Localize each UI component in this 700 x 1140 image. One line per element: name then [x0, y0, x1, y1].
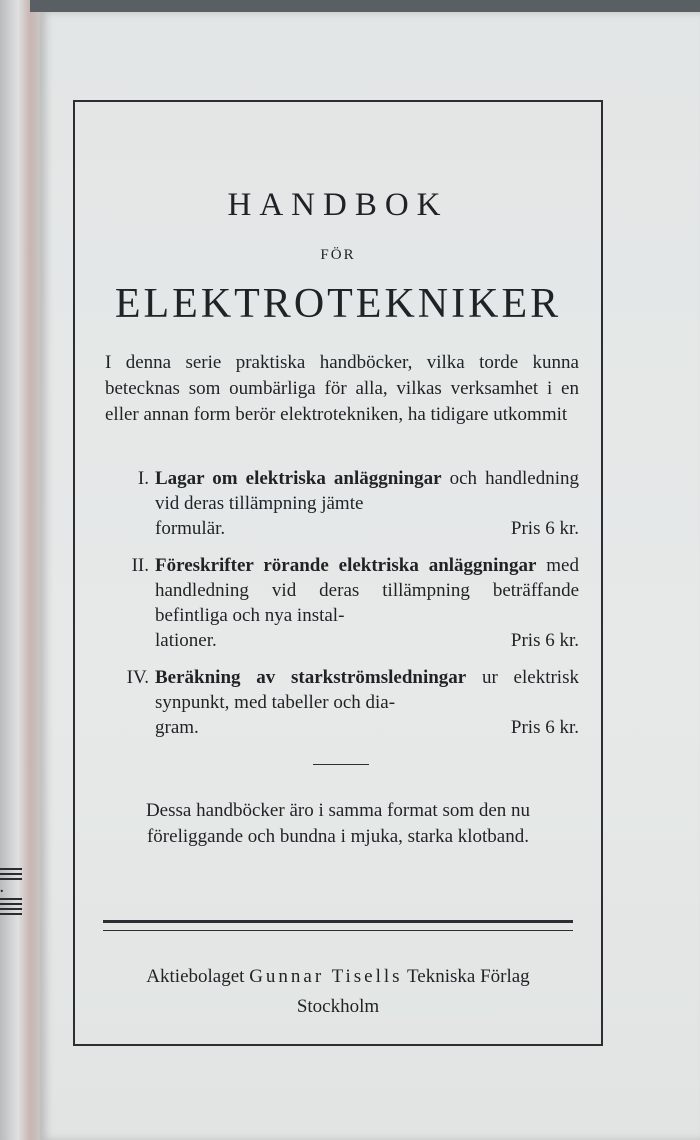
publisher-city: Stockholm: [296, 996, 380, 1017]
book-spine: [0, 0, 40, 1140]
title-for: FÖR: [320, 247, 356, 263]
item-number: II.: [131, 555, 149, 576]
publisher-name-part2: Gunnar Tisells: [249, 966, 403, 987]
item-price: Pris 6 kr.: [510, 518, 579, 539]
item-price: Pris 6 kr.: [510, 717, 579, 738]
book-top-edge: [30, 0, 700, 12]
page-frame: [73, 100, 603, 1046]
item-description: med handledning vid deras tillämpning beträffande befintliga och nya instal-: [155, 555, 579, 626]
publisher-imprint: [75, 962, 601, 1022]
item-description-end: lationer.: [155, 630, 217, 651]
item-description: och handledning vid deras tillämpning jämte: [155, 468, 579, 514]
item-description-end: formulär.: [155, 518, 226, 539]
thin-divider: [103, 930, 573, 931]
publisher-name-part1: Aktiebolaget: [146, 966, 245, 987]
publication-list: [105, 466, 579, 752]
item-title: Beräkning av starkströmsledningar: [155, 667, 467, 688]
title-elektrotekniker: ELEKTROTEKNIKER: [114, 281, 562, 327]
item-title: Lagar om elektriska anläggningar: [155, 468, 442, 489]
item-title: Föreskrifter rörande elektriska anläggningar: [155, 555, 537, 576]
list-item: [105, 466, 579, 541]
publisher-name-part3: Tekniska Förlag: [407, 966, 530, 987]
intro-paragraph: I denna serie praktiska handböcker, vilka torde kunna betecknas som oumbärliga för alla, vilkas verksamhet i en eller annan form berör elektrotekniken, ha tidigare utkommit: [105, 352, 579, 425]
item-price: Pris 6 kr.: [510, 630, 579, 651]
list-item: [105, 553, 579, 653]
list-item: [105, 665, 579, 740]
spine-marking: .: [0, 868, 22, 918]
title-handbok: HANDBOK: [227, 187, 449, 223]
item-number: I.: [137, 468, 149, 489]
short-divider: [313, 764, 369, 765]
thick-divider: [103, 920, 573, 923]
item-description: ur elektrisk synpunkt, med tabeller och dia-: [155, 667, 579, 713]
item-number: IV.: [126, 667, 149, 688]
item-description-end: gram.: [155, 717, 199, 738]
format-note: Dessa handböcker äro i samma format som den nu föreliggande och bundna i mjuka, starka klotband.: [145, 800, 531, 847]
